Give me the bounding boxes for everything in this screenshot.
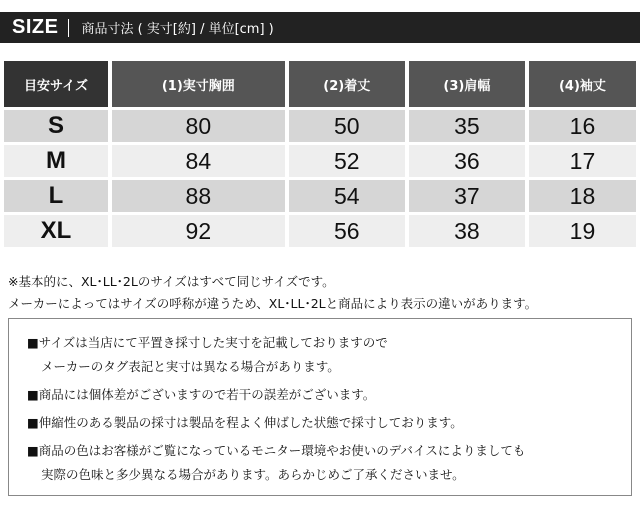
length-cell: 54: [289, 180, 405, 212]
shoulder-cell: 35: [409, 110, 525, 142]
column-header-length: (2)着丈: [289, 61, 405, 107]
size-cell: M: [4, 145, 108, 177]
notice-line: ■サイズは当店にて平置き採寸した実寸を記載しておりますので: [27, 335, 388, 350]
size-note-line-1: ※基本的に、XL･LL･2Lのサイズはすべて同じサイズです。: [8, 274, 335, 289]
size-cell: S: [4, 110, 108, 142]
size-note-line-2: メーカーによってはサイズの呼称が違うため、XL･LL･2Lと商品により表示の違いがあります。: [8, 296, 538, 311]
length-cell: 50: [289, 110, 405, 142]
sleeve-cell: 17: [529, 145, 636, 177]
chest-cell: 84: [112, 145, 285, 177]
table-row: [4, 215, 636, 247]
table-row: [4, 110, 636, 142]
notice-line: 実際の色味と多少異なる場合があります。あらかじめご了承くださいませ。: [41, 467, 465, 482]
table-row: [4, 145, 636, 177]
shoulder-cell: 36: [409, 145, 525, 177]
column-header-size: 目安サイズ: [4, 61, 108, 107]
notice-line: メーカーのタグ表記と実寸は異なる場合があります。: [41, 359, 340, 374]
chest-cell: 88: [112, 180, 285, 212]
chest-cell: 80: [112, 110, 285, 142]
notice-line: ■伸縮性のある製品の採寸は製品を程よく伸ばした状態で採寸しております。: [27, 415, 463, 430]
unit-caption: 商品寸法 ( 実寸[約] / 単位[cm] ): [81, 22, 274, 37]
shoulder-cell: 38: [409, 215, 525, 247]
table-header-row: [4, 61, 636, 107]
size-title: SIZE: [12, 16, 59, 38]
table-row: [4, 180, 636, 212]
size-table: [0, 58, 640, 250]
chest-cell: 92: [112, 215, 285, 247]
shoulder-cell: 37: [409, 180, 525, 212]
sleeve-cell: 16: [529, 110, 636, 142]
notice-line: ■商品には個体差がございますので若干の誤差がございます。: [27, 387, 376, 402]
sleeve-cell: 19: [529, 215, 636, 247]
column-header-chest: (1)実寸胸囲: [112, 61, 285, 107]
size-header-bar: [0, 12, 640, 43]
length-cell: 52: [289, 145, 405, 177]
header-divider: [68, 19, 69, 37]
column-header-shoulder: (3)肩幅: [409, 61, 525, 107]
sleeve-cell: 18: [529, 180, 636, 212]
notice-line: ■商品の色はお客様がご覧になっているモニター環境やお使いのデバイスによりましても: [27, 443, 526, 458]
notice-box: [8, 318, 632, 496]
size-cell: XL: [4, 215, 108, 247]
column-header-sleeve: (4)袖丈: [529, 61, 636, 107]
size-cell: L: [4, 180, 108, 212]
length-cell: 56: [289, 215, 405, 247]
